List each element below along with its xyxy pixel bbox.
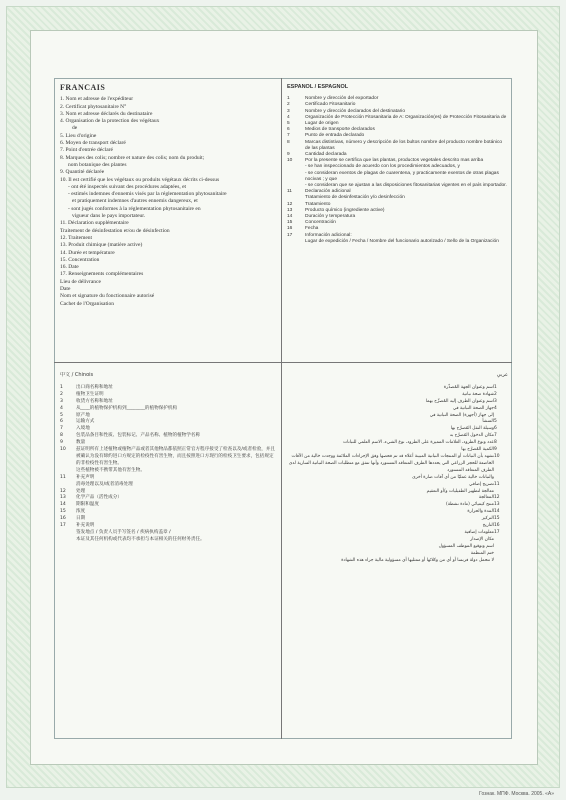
french-line: Cachet de l'Organisation [60,300,115,307]
arabic-line-text: المدة والحرارة [467,509,494,515]
spanish-line-number: 9 [287,152,290,158]
spanish-line-number: 7 [287,133,290,139]
french-line: 2. Certificat phytosanitaire N° [60,103,127,110]
chinese-line-number: 13 [60,495,66,501]
spanish-line-number: 3 [287,108,290,114]
chinese-line-number [60,482,76,489]
spanish-line-text: Duración y temperatura [305,214,356,220]
arabic-line [287,475,508,482]
arabic-line-text: اسم وتوقيع الموظف المسؤول [438,543,494,549]
chinese-line-number: 15 [60,509,66,515]
printer-imprint: Гознак. МПФ. Москва. 2005. «А» [479,791,554,797]
arabic-line-text: وسيلة النقل المُصرَّح بها [450,426,494,432]
arabic-line [287,454,508,475]
spanish-line-text: Información adicional: [305,232,352,238]
arabic-line [287,509,508,516]
spanish-line-text: Punto de entrada declarado [305,133,365,139]
french-line: 9. Quantité déclarée [60,169,105,176]
spanish-line-number: 11 [287,189,292,195]
arabic-line-text: عدد ونوع الطرود، العلامات المميزة على الطرود، نوع الشيء، الاسم العلمي للنباتات [343,440,494,446]
arabic-line-number: 6 [494,426,497,432]
arabic-line-text: المنشأ [482,419,494,425]
french-line: - estimés indemnes d'ennemis visés par la réglementation phytosanitaire [68,191,227,198]
spanish-line-text: Organización de Protección Fitosanitaria de A: Organización(es) de Protección Fitosanitaria de [305,114,507,120]
french-line: 7. Point d'entrée déclaré [60,147,113,154]
arabic-line [287,392,508,399]
arabic-line-text: إلى جهاز (أجهزة) الصحة النباتية في [429,412,494,418]
chinese-line-number [60,537,76,544]
arabic-line [287,516,508,523]
arabic-line-text: التاريخ [482,523,494,529]
chinese-line-number: 5 [60,412,63,418]
french-line: Date [60,286,71,293]
spanish-line-number: 13 [287,207,293,213]
french-line: 6. Moyen de transport déclaré [60,140,126,147]
arabic-line-number: 4 [494,405,497,411]
chinese-line-number: 3 [60,398,63,404]
arabic-line [287,482,508,489]
spanish-line-text: - se han inspeccionado de acuerdo con los procedimientos adecuados, y [305,164,460,170]
arabic-line-number: 15 [494,516,500,522]
french-line: 1. Nom et adresse de l'expéditeur [60,96,134,103]
chinese-line-text: 日期 [76,516,86,522]
french-line: 13. Produit chimique (matière active) [60,242,143,249]
chinese-line [60,399,276,406]
spanish-line-number: 5 [287,121,290,127]
spanish-line-number: 4 [287,114,290,120]
french-line: 4. Organisation de la protection des végétaux [60,118,160,125]
chinese-line [60,523,276,530]
french-line: 11. Déclaration supplémentaire [60,220,129,227]
spanish-line-number [287,171,305,183]
french-line: vigueur dans le pays importateur. [72,213,146,220]
spanish-line-number [287,239,305,245]
chinese-line-text: 补充说明 [76,523,95,529]
chinese-line-number: 8 [60,433,63,439]
arabic-line-number [494,558,508,565]
french-line: 16. Date [60,264,79,271]
chinese-line-number: 6 [60,419,63,425]
chinese-line [60,530,276,537]
arabic-line [287,447,508,454]
chinese-line-text: 签发地点 / 负责人员手写签名 / 疾病执构盖章 / [76,529,171,535]
arabic-line [287,558,508,565]
chinese-line-number: 2 [60,391,63,397]
arabic-line-text: اسم وعنوان الجهة المُصدِّرة [443,384,494,390]
chinese-section [60,372,276,544]
french-line: Lieu de délivrance [60,278,101,285]
arabic-line-text: جهاز الصحة النباتية في [452,405,494,411]
arabic-line-number: 9 [494,447,497,453]
spanish-line-text: Nombre y dirección del exportador [305,96,379,102]
chinese-line-text: 原产地 [76,412,90,418]
arabic-line [287,502,508,509]
chinese-line [60,537,276,544]
arabic-line [287,399,508,406]
spanish-line-text: Marcas distintivas, número y descripción de los bultos nombre del producto nombre botánico de las plantas [305,139,503,151]
arabic-line [287,530,508,537]
spanish-line-number: 1 [287,96,290,102]
spanish-line-text: Fecha [305,226,319,232]
arabic-line-number: 14 [494,509,500,515]
chinese-line-text: 包装品条目和性质、包装标记、产品名称、植物的植物学名称 [76,433,201,439]
chinese-line-text: 期限和温度 [76,502,99,508]
arabic-line-number: 12 [494,495,500,501]
chinese-line [60,482,276,489]
arabic-section [287,372,508,564]
chinese-line [60,385,276,392]
french-line: 3. Nom et adresse déclarés du destinataire [60,110,153,117]
spanish-line-number: 12 [287,201,293,207]
arabic-line-number: 1 [494,384,497,390]
chinese-line-text: 收货方名称和地址 [76,398,113,404]
french-line: Nom et signature du fonctionnaire autorisé [60,293,155,300]
arabic-line [287,523,508,530]
spanish-line-text: Cantidad declarada [305,152,347,158]
arabic-line-text: والنباتات خالية عمليًا من أي آفات ضارة أخرى [412,474,494,480]
chinese-line-text: 化学产品（活性成分） [76,495,122,501]
french-line: 15. Concentration [60,256,100,263]
arabic-line-number [494,537,508,544]
chinese-line [60,447,276,468]
chinese-line-number: 12 [60,488,66,494]
arabic-line-number: 5 [494,419,497,425]
chinese-line [60,509,276,516]
spanish-lines [287,96,508,245]
spanish-line-number: 14 [287,214,293,220]
arabic-line-text: شهادة صحة نباتية [462,391,494,397]
arabic-line-number: 11 [494,481,500,487]
spanish-line-number: 15 [287,220,293,226]
arabic-line [287,551,508,558]
spanish-line-number: 6 [287,127,290,133]
spanish-section [287,84,508,245]
spanish-line-text: Concentración [305,220,336,226]
spanish-line-text: Declaración adicional [305,189,351,195]
arabic-line-text: المعالجة [478,495,494,501]
arabic-line-number [494,544,508,551]
french-line: 12. Traitement [60,234,93,241]
french-line: 14. Durée et température [60,249,115,256]
french-line: 8. Marques des colis; nombre et nature des colis; nom du produit; [60,154,205,161]
arabic-line-number: 2 [494,391,497,397]
arabic-line-text: التركيز [481,516,494,522]
arabic-line-text: معالجة لتطهير الطفيليات و/أو التعقيم [426,488,494,494]
french-title: FRANCAIS [60,84,106,92]
chinese-line-number: 16 [60,516,66,522]
chinese-line-text: 消毒处理以及/或者消毒处理 [76,481,133,487]
arabic-line-number: 7 [494,433,497,439]
chinese-line-text: 出口商名称和地址 [76,384,113,390]
chinese-line-text: 运输方式 [76,419,95,425]
spanish-line-text: Lugar de origen [305,121,339,127]
french-line: et pratiquement indemnes d'autres ennemis dangereux, et [72,198,198,205]
spanish-line [287,171,508,183]
french-line: - ont été inspectés suivant des procédures adaptées, et [68,183,187,190]
chinese-line-number: 14 [60,502,66,508]
arabic-line-text: ختم المنظمة [470,550,494,556]
chinese-line-number: 7 [60,426,63,432]
chinese-line [60,433,276,440]
spanish-title: ESPAÑOL / ESPAGNOL [287,84,349,90]
arabic-line-text: الكمية المُصرَّح بها [461,447,494,453]
spanish-line-text: Medios de transporte declarados [305,127,375,133]
french-section [60,84,276,308]
arabic-line [287,433,508,440]
arabic-line-number: 10 [494,453,500,459]
chinese-line [60,475,276,482]
chinese-line-text: 兹证明所有上述植物或植物产品或者其他物品都依照正常官方程序接受了检查以及/或者检验，并且被确认为没有缔约进口方规定的检疫性有害生物，而且按照进口方现行的检疫卫生要求，包括规定的非检疫性有害生物。 [76,447,276,466]
arabic-line-number: 3 [494,398,497,404]
chinese-lines [60,385,276,544]
arabic-line-text: اسم وعنوان الطرف إليه المُصرِّح بهما [425,398,494,404]
arabic-line-text: تصريح إضافي [469,481,494,487]
chinese-line-number [60,530,76,537]
chinese-line-text: 本证及其任何机构或代表均不承担与本证相关的任何财务责任。 [76,536,205,542]
spanish-line [287,140,508,152]
spanish-line-text: Tratamiento de desinfestación y/o desinfección [305,195,405,201]
chinese-title: 中文 / Chinois [60,372,94,378]
spanish-line-text: Producto químico (ingrediente active) [305,207,385,213]
spanish-line-text: Por la presente se certifica que las plantas, productos vegetales descrito mas arriba [305,158,484,164]
spanish-line-number: 8 [287,139,290,145]
arabic-line-number [494,475,508,482]
arabic-line-number [494,551,508,558]
spanish-line [287,239,508,245]
arabic-line-text: نشهد بأن النباتات أو المنتجات النباتية المبينة أعلاه قد تم فحصها وفق الإجراءات الملائمة ووجدت خالية من الآفات الخاضعة للحجر الزراعي التي يحددها الطرف المتعاقد المستورد وأنها تتفق مع متطلبات الصحة النباتية السارية لدى الطرف المتعاقد المستورد [288,453,494,473]
spanish-line-number: 16 [287,226,293,232]
arabic-line [287,413,508,420]
spanish-line-number: 2 [287,102,290,108]
chinese-line [60,516,276,523]
french-line: - sont jugés conformes à la réglementation phytosanitaire en [68,205,201,212]
spanish-line-text: Nombre y dirección declarados del destinatario [305,108,405,114]
arabic-line-number: 13 [494,502,500,508]
french-line: Traitement de désinfestation et/ou de désinfection [60,227,170,234]
spanish-line-text: - se consideran que se ajustan a las disposiciones fitosanitarias vigentes en el país importador. [305,183,507,189]
chinese-line-text: 入境地 [76,426,90,432]
arabic-line [287,544,508,551]
chinese-line-text: 数量 [76,440,86,446]
french-line: 17. Renseignements complémentaires [60,271,144,278]
chinese-line [60,419,276,426]
arabic-line-text: معلومات إضافية [464,529,494,535]
horizontal-divider [54,362,512,363]
arabic-title: عربي [496,372,508,378]
french-line: de [72,125,78,132]
arabic-line-text: منتج كيميائي (مادة نشطة) [446,502,494,508]
spanish-line-text: - se consideran exentos de plagas de cuarentena, y practicamente exentos de otras plagas nocivas ; y que [305,170,499,182]
chinese-line [60,392,276,399]
arabic-line [287,537,508,544]
arabic-line [287,406,508,413]
arabic-line [287,489,508,496]
arabic-line [287,385,508,392]
arabic-line-number: 16 [494,523,500,529]
chinese-line-text: 处理 [76,488,86,494]
arabic-line-text: لا تتحمل دولة فرنسا أو أي من وكلائها أو ممثليها أي مسؤولية مالية جراء هذه الشهادة [341,557,494,563]
chinese-line-text: 从____的植物保护机构到________的植物保护机构 [76,405,178,411]
chinese-line-number: 11 [60,474,66,480]
chinese-line [60,502,276,509]
chinese-line-text: 植物卫生证明 [76,391,104,397]
spanish-line-number: 10 [287,158,293,164]
arabic-line-text: مكان الدخول المُصرَّح به [449,433,494,439]
chinese-line-number [60,468,76,475]
french-line: 5. Lieu d'origine [60,132,97,139]
vertical-divider [281,78,282,739]
french-line: nom botanique des plantes [68,161,127,168]
chinese-line-text: 补充声明 [76,474,95,480]
arabic-line-number: 8 [494,440,497,446]
chinese-line-number: 9 [60,440,63,446]
arabic-lines [287,385,508,565]
chinese-line-text: 这些植物被不携带其他有害生物。 [76,467,145,473]
chinese-line-number: 17 [60,523,66,529]
spanish-line-text: Tratamiento [305,201,331,207]
french-line: 10. Il est certifié que les végétaux ou produits végétaux décrits ci-dessus [60,176,220,183]
arabic-line-text: مكان الإصدار [470,536,494,542]
chinese-line [60,406,276,413]
spanish-line-text: Lugar de expedición / Fecha / Nombre del funcionario autorizado / Sello de la Organización [305,238,499,244]
french-lines [60,96,276,308]
chinese-line-number: 1 [60,384,63,390]
chinese-line-text: 浓度 [76,509,86,515]
spanish-line-text: Certificado Fitosanitario [305,102,356,108]
spanish-line-number: 17 [287,232,293,238]
chinese-line-number: 4 [60,405,63,411]
arabic-line-number: 17 [494,529,500,535]
chinese-line [60,468,276,475]
chinese-line-number: 10 [60,447,66,453]
